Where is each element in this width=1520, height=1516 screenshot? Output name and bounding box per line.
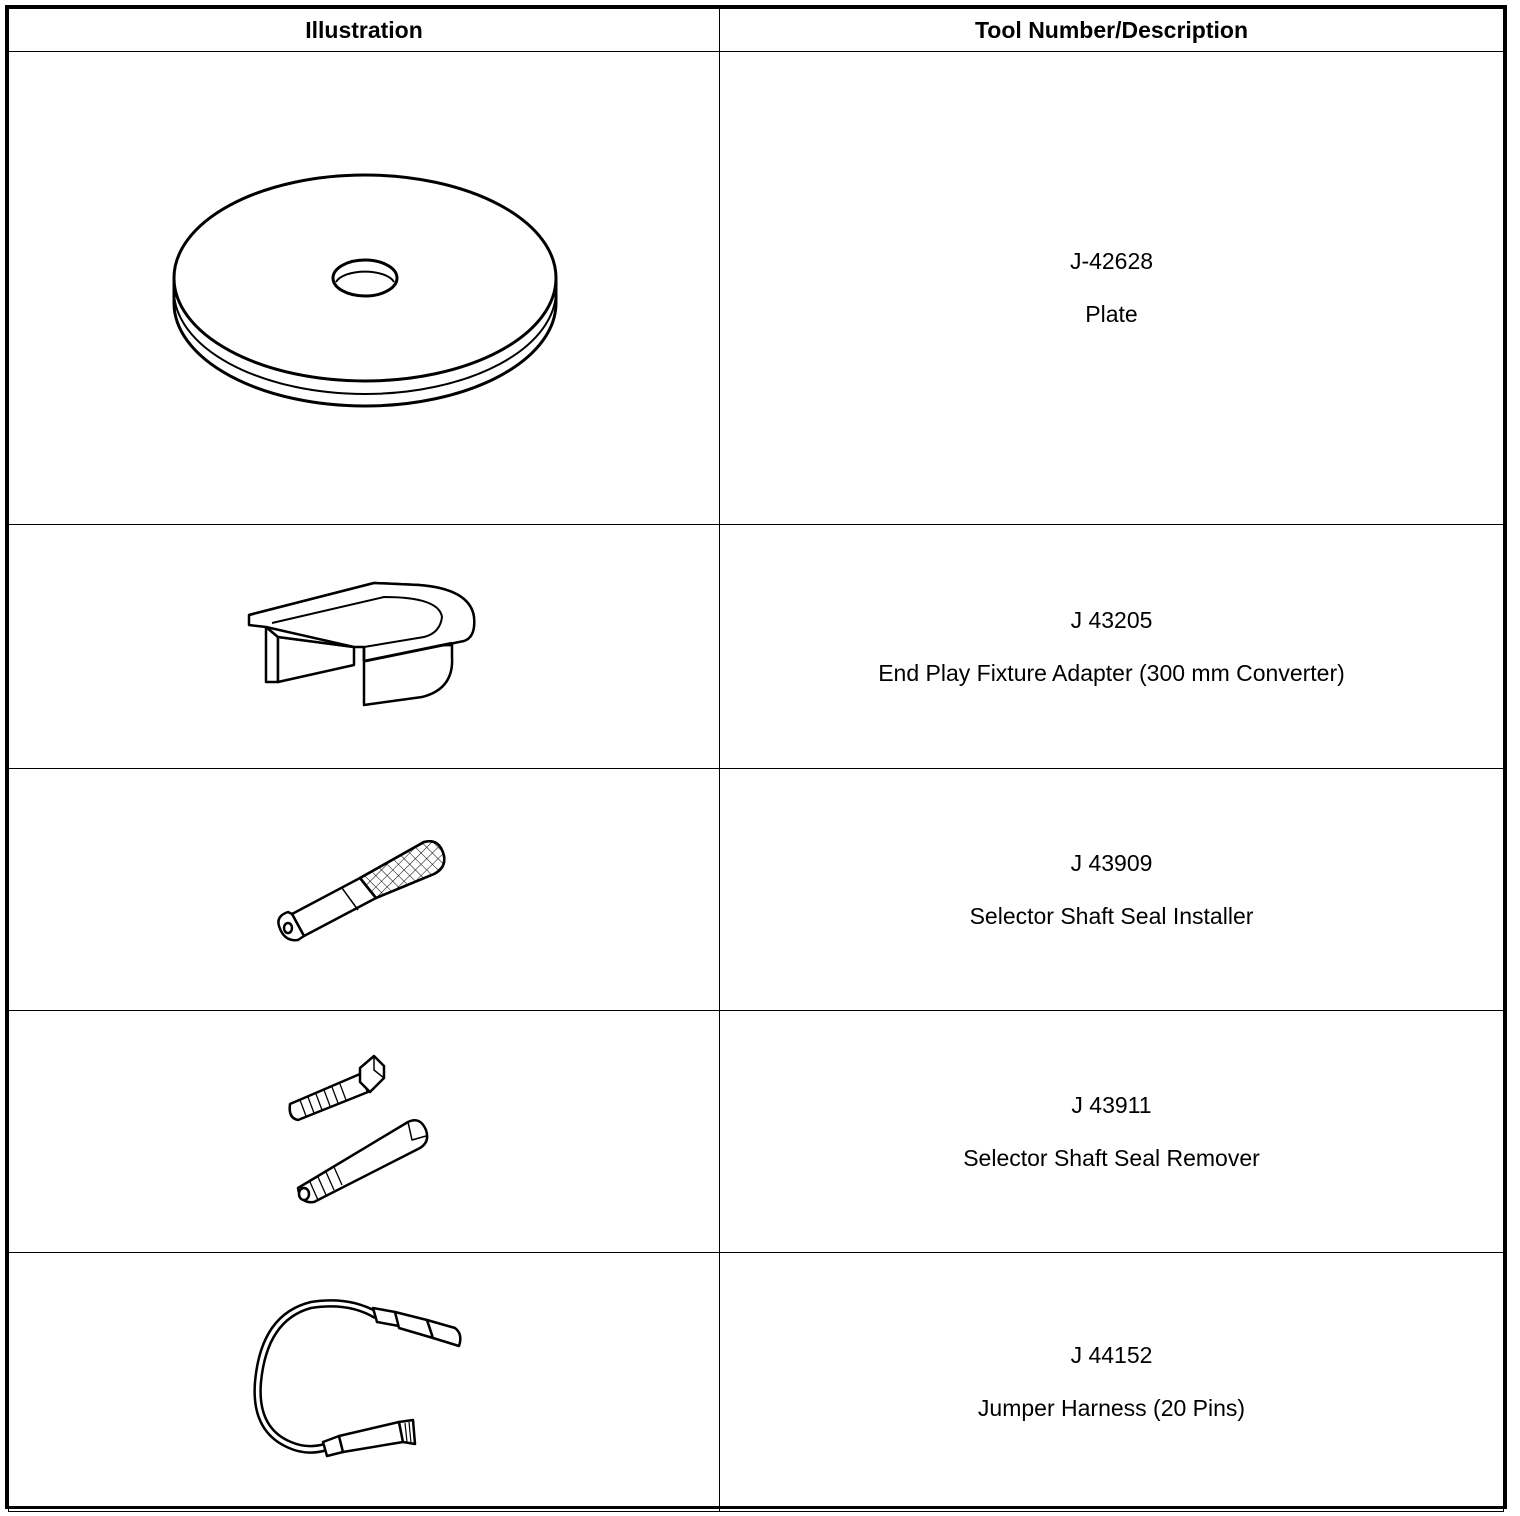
tool-description: Jumper Harness (20 Pins): [977, 1395, 1246, 1421]
illustration-cell: [9, 1253, 720, 1512]
seal-remover-icon: [284, 1052, 444, 1212]
tool-number: J 44152: [1070, 1342, 1153, 1368]
table-row: [9, 1011, 1504, 1253]
tool-description-cell: [720, 1253, 1504, 1512]
jumper-harness-icon: [249, 1292, 479, 1472]
tool-description: Selector Shaft Seal Installer: [969, 902, 1254, 929]
tool-description: End Play Fixture Adapter (300 mm Converter): [878, 659, 1345, 686]
illustration-cell: [9, 525, 720, 769]
tool-number: J 43911: [1071, 1091, 1152, 1118]
illustration-cell: [9, 1011, 720, 1253]
plate-icon: [164, 158, 564, 418]
header-tool-number-description: Tool Number/Description: [720, 9, 1504, 52]
tool-description-cell: [720, 1011, 1504, 1253]
tool-description-cell: [720, 52, 1504, 525]
table-row: [9, 1253, 1504, 1512]
header-illustration: Illustration: [9, 9, 720, 52]
illustration-cell: [9, 769, 720, 1011]
tool-description: Plate: [1085, 301, 1138, 327]
tool-description-cell: [720, 769, 1504, 1011]
fixture-adapter-icon: [244, 577, 484, 717]
tool-number: J 43205: [1070, 606, 1153, 633]
table-row: [9, 769, 1504, 1011]
table-row: [9, 52, 1504, 525]
table-header-row: [9, 9, 1504, 52]
table-row: [9, 525, 1504, 769]
tool-number: J 43909: [1070, 849, 1153, 876]
tool-number: J-42628: [1069, 248, 1154, 274]
illustration-cell: [9, 52, 720, 525]
tool-description: Selector Shaft Seal Remover: [963, 1144, 1260, 1171]
tool-table: [8, 8, 1504, 1512]
tool-description-cell: [720, 525, 1504, 769]
tool-table-frame: [5, 5, 1507, 1509]
seal-installer-icon: [274, 830, 454, 950]
